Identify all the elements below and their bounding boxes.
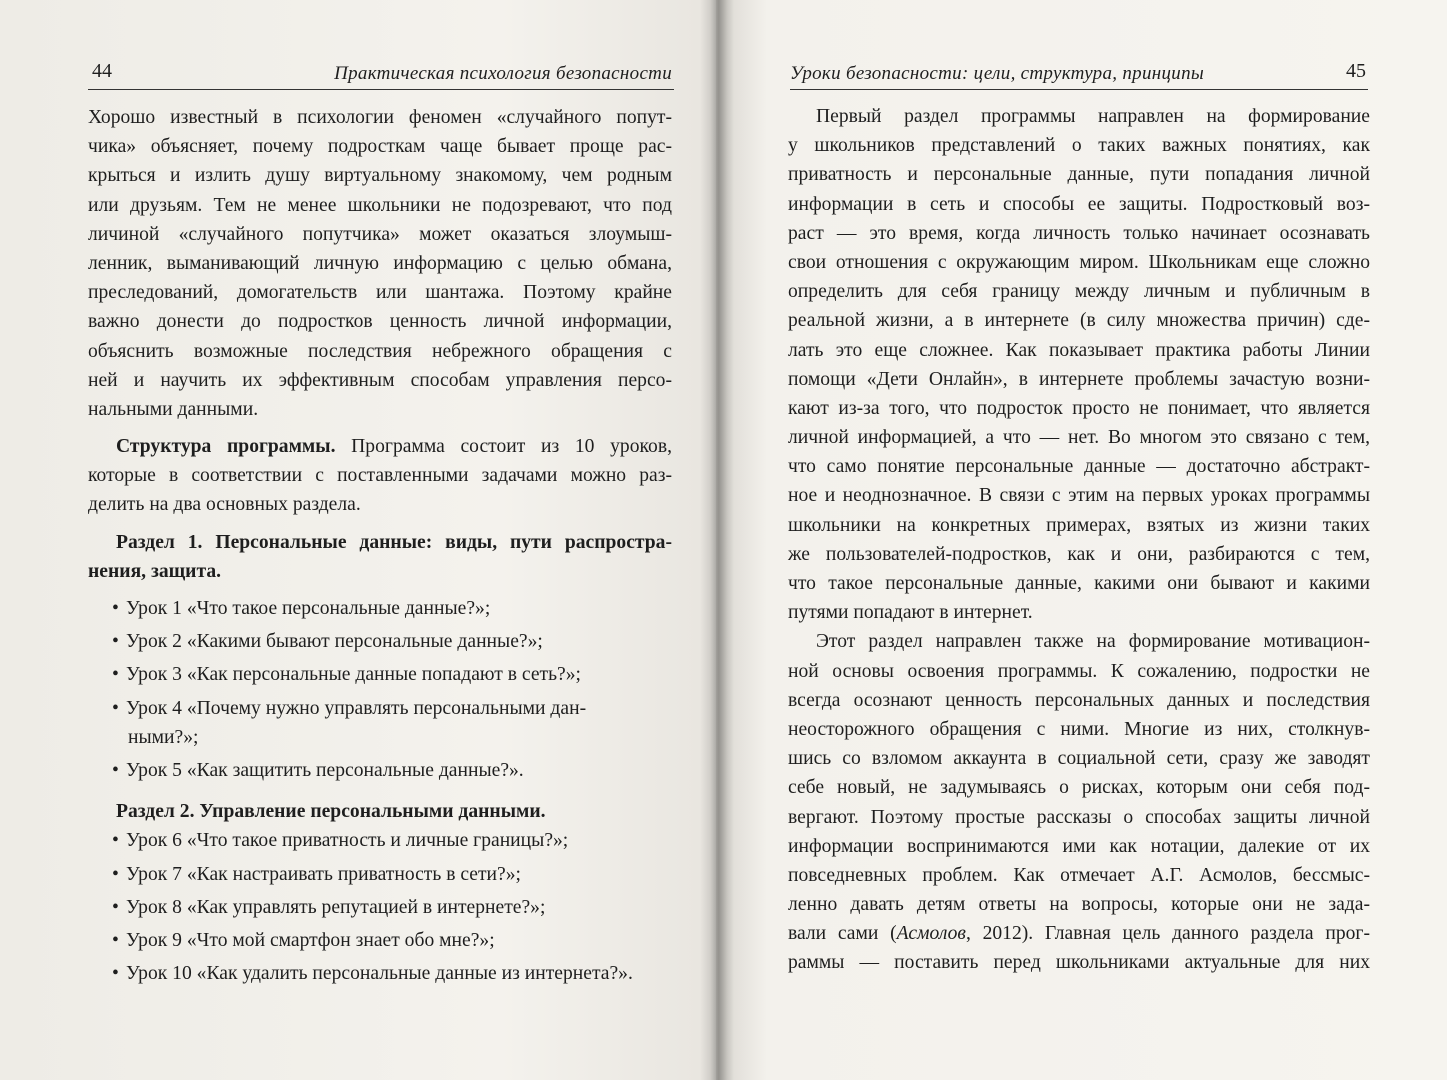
paragraph-line: раст — это время, когда личность только начинает осознавать xyxy=(788,222,1370,244)
lesson-text: Урок 4 «Почему нужно управлять персональными дан- xyxy=(126,697,587,719)
list-item xyxy=(88,694,672,752)
list-item xyxy=(88,627,672,656)
bullet-icon: • xyxy=(112,896,119,918)
paragraph-line xyxy=(88,432,672,461)
paragraph-line: личной информацией, а что — нет. Во многом это связано с тем, xyxy=(788,427,1370,449)
paragraph-line: Этот раздел направлен также на формирование мотивацион- xyxy=(816,631,1370,653)
bullet-icon: • xyxy=(112,759,119,781)
citation-prefix: вали сами ( xyxy=(788,923,897,945)
paragraph-line xyxy=(788,919,1370,948)
bullet-icon: • xyxy=(112,863,119,885)
paragraph-line: что само понятие персональные данные — достаточно абстракт- xyxy=(788,456,1370,478)
bullet-icon: • xyxy=(112,963,119,985)
paragraph-line: объяснить возможные последствия небрежного обращения с xyxy=(88,340,672,362)
bullet-icon: • xyxy=(112,929,119,951)
paragraph-line: шись со взломом аккаунта в социальной сети, сразу же заводят xyxy=(788,748,1370,770)
right-running-head xyxy=(790,55,1368,90)
paragraph-line: информации в сеть и способы ее защиты. Подростковый воз- xyxy=(788,193,1370,215)
lesson-text: Урок 3 «Как персональные данные попадают в сеть?»; xyxy=(126,664,581,686)
paragraph-line: приватность и персональные данные, пути попадания личной xyxy=(788,164,1370,186)
paragraph-line: помощи «Дети Онлайн», в интернете проблемы зачастую возни- xyxy=(788,368,1370,390)
paragraph-line: свои отношения с окружающим миром. Школьникам еще сложно xyxy=(788,251,1370,273)
lesson-text: Урок 9 «Что мой смартфон знает обо мне?»; xyxy=(126,929,495,951)
bullet-icon: • xyxy=(112,664,119,686)
list-item xyxy=(88,594,672,623)
motivation-paragraph xyxy=(788,627,1370,977)
lesson-text-continued: ными?»; xyxy=(128,726,199,748)
paragraph-line: информации воспринимаются ими как нотации, далекие от их xyxy=(788,835,1370,857)
lesson-text: Урок 2 «Какими бывают персональные данные?»; xyxy=(126,631,543,653)
paragraph-line: ное и неоднозначное. В связи с этим на первых уроках программы xyxy=(788,485,1370,507)
list-item xyxy=(88,893,672,922)
paragraph-line: преследований, домогательств или шантажа. Поэтому крайне xyxy=(88,282,672,304)
paragraph-line: ной основы освоения программы. К сожалению, подростки не xyxy=(788,660,1370,682)
structure-lead: Программа состоит из 10 уроков, xyxy=(335,436,673,458)
paragraph-line: Первый раздел программы направлен на формирование xyxy=(816,106,1370,127)
paragraph-line: делить на два основных раздела. xyxy=(88,494,361,516)
lesson-text: Урок 10 «Как удалить персональные данные из интернета?». xyxy=(126,963,633,985)
left-page-text xyxy=(88,103,672,992)
left-running-head xyxy=(88,55,674,90)
lesson-text: Урок 5 «Как защитить персональные данные?». xyxy=(126,759,524,781)
list-item xyxy=(88,926,672,955)
left-running-title: Практическая психология безопасности xyxy=(334,63,672,84)
paragraph-line: путями попадают в интернет. xyxy=(788,602,1033,624)
bullet-icon: • xyxy=(112,631,119,653)
paragraph-line: же пользователей-подростков, как и они, разбираются с тем, xyxy=(788,543,1370,565)
heading-line: Раздел 2. Управление персональными данными. xyxy=(116,801,546,823)
lesson-text: Урок 8 «Как управлять репутацией в интернете?»; xyxy=(126,896,546,918)
structure-paragraph xyxy=(88,432,672,520)
paragraph-line: у школьников представлений о таких важных понятиях, как xyxy=(788,135,1370,157)
section-2-list xyxy=(88,826,672,988)
paragraph-line: повседневных проблем. Как отмечает А.Г. Асмолов, бессмыс- xyxy=(788,864,1370,886)
right-page xyxy=(716,0,1447,1080)
section-1-list xyxy=(88,594,672,785)
paragraph-line: всегда осознают ценность персональных данных и последствия xyxy=(788,689,1370,711)
paragraph-line: или друзьям. Тем не менее школьники не подозревают, что под xyxy=(88,194,672,216)
paragraph-line: раммы — поставить перед школьниками актуальные для них xyxy=(788,952,1370,974)
right-page-number: 45 xyxy=(1346,60,1366,82)
paragraph-line: школьники на конкретных примерах, взятых из жизни таких xyxy=(788,514,1370,536)
citation-suffix: , 2012). Главная цель данного раздела прог- xyxy=(965,923,1370,945)
paragraph-line: крыться и излить душу виртуальному знакомому, чем родным xyxy=(88,165,672,187)
bullet-icon: • xyxy=(112,598,119,619)
right-page-text xyxy=(788,102,1370,978)
paragraph-line: себе новый, не задумываясь о рисках, которым они себя под- xyxy=(788,777,1370,799)
list-item xyxy=(88,959,672,988)
paragraph-line: определить для себя границу между личным и публичным в xyxy=(788,281,1370,303)
structure-heading: Структура программы. xyxy=(116,436,336,458)
paragraph-line: личиной «случайного попутчика» может оказаться злоумыш- xyxy=(88,223,672,245)
section-2-heading xyxy=(88,797,672,826)
list-item xyxy=(88,860,672,889)
book-gutter-shadow xyxy=(700,0,734,1080)
paragraph-line: ней и научить их эффективным способам управления персо- xyxy=(88,369,672,391)
paragraph-line: реальной жизни, а в интернете (в силу множества причин) сде- xyxy=(788,310,1370,332)
bullet-icon: • xyxy=(112,697,119,719)
section-1-heading xyxy=(88,528,672,586)
section-1-description-paragraph xyxy=(788,102,1370,627)
list-item xyxy=(88,756,672,785)
heading-line: Раздел 1. Персональные данные: виды, пути распростра- xyxy=(116,531,672,553)
lesson-text: Урок 6 «Что такое приватность и личные границы?»; xyxy=(126,830,569,852)
paragraph-line: неосторожного обращения с ними. Многие из них, столкнув- xyxy=(788,718,1370,740)
right-running-title: Уроки безопасности: цели, структура, принципы xyxy=(790,63,1205,84)
paragraph-line: ленник, выманивающий личную информацию с целью обмана, xyxy=(88,252,672,274)
bullet-icon: • xyxy=(112,830,119,852)
paragraph-line: чика» объясняет, почему подросткам чаще бывает проще рас- xyxy=(88,136,672,158)
paragraph-line: лать это еще сложнее. Как показывает практика работы Линии xyxy=(788,339,1370,361)
paragraph-line: нальными данными. xyxy=(88,398,259,420)
paragraph-line: что такое персональные данные, какими они бывают и какими xyxy=(788,573,1370,594)
heading-line: нения, защита. xyxy=(88,560,222,582)
left-page-number: 44 xyxy=(92,60,112,82)
list-item xyxy=(88,660,672,689)
intro-paragraph xyxy=(88,103,672,424)
paragraph-line: Хорошо известный в психологии феномен «случайного попут- xyxy=(88,107,672,128)
paragraph-line: кают из-за того, что подросток просто не понимает, что является xyxy=(788,397,1370,419)
paragraph-line: вергают. Поэтому простые рассказы о способах защиты личной xyxy=(788,806,1370,828)
paragraph-line: ленно давать детям ответы на вопросы, которые они не зада- xyxy=(788,894,1370,916)
lesson-text: Урок 7 «Как настраивать приватность в сети?»; xyxy=(126,863,521,885)
left-page xyxy=(0,0,716,1080)
paragraph-line: важно донести до подростков ценность личной информации, xyxy=(88,311,672,333)
citation-author: Асмолов xyxy=(896,923,966,945)
paragraph-line: которые в соответствии с поставленными задачами можно раз- xyxy=(88,465,672,487)
list-item xyxy=(88,826,672,855)
lesson-text: Урок 1 «Что такое персональные данные?»; xyxy=(126,598,491,619)
